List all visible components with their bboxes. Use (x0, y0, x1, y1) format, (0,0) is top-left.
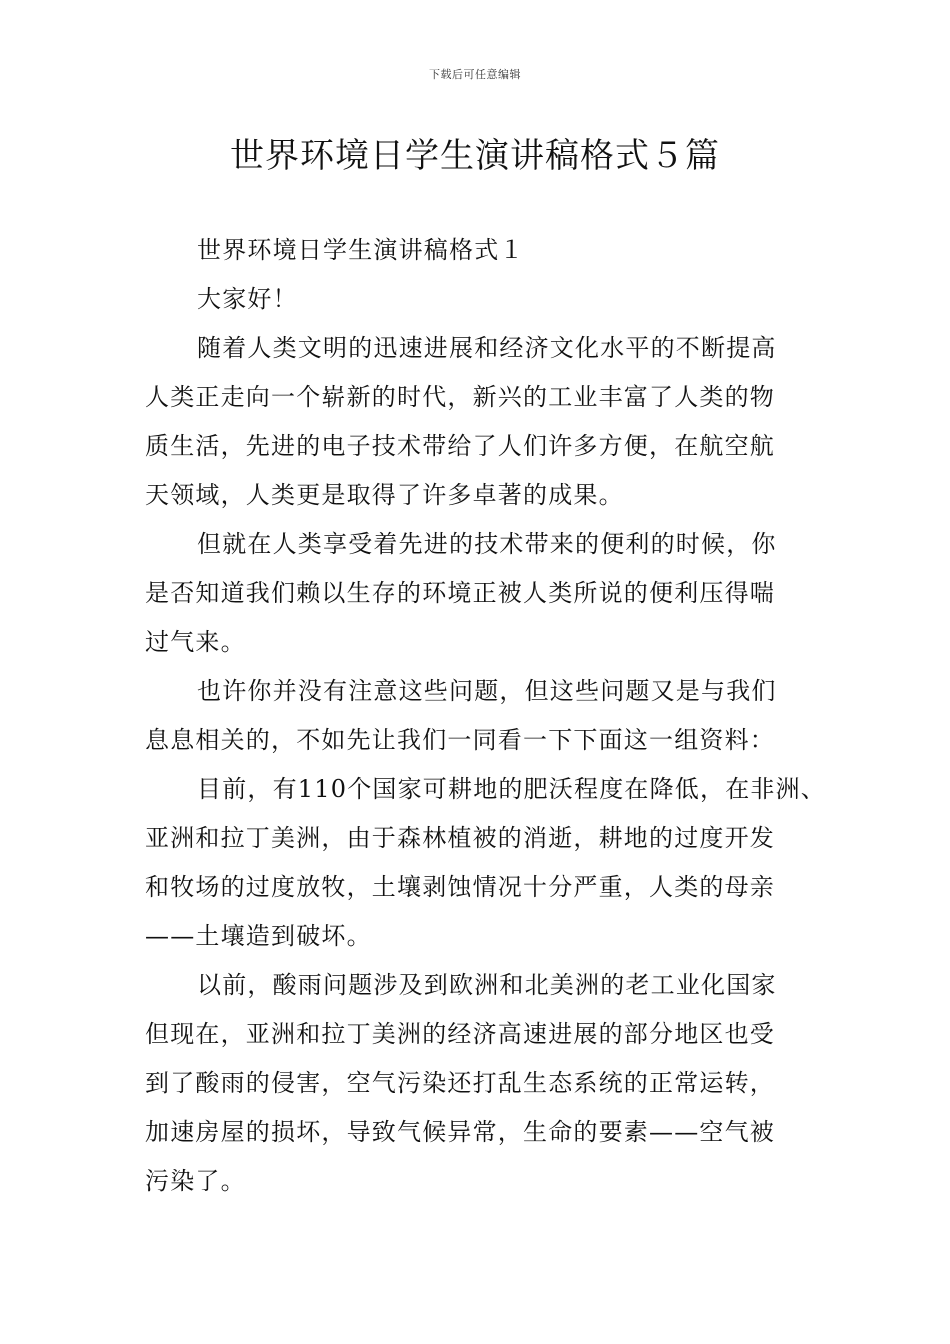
paragraph-line: 随着人类文明的迅速进展和经济文化水平的不断提高 (197, 334, 777, 362)
paragraph-line: 以前，酸雨问题涉及到欧洲和北美洲的老工业化国家 (197, 971, 777, 999)
paragraph-1 (145, 324, 810, 520)
paragraph-line: 加速房屋的损坏，导致气候异常，生命的要素——空气被 (145, 1118, 775, 1146)
paragraph-2 (145, 520, 810, 667)
paragraph-line: 天领域，人类更是取得了许多卓著的成果。 (145, 481, 624, 509)
paragraph-line: 但就在人类享受着先进的技术带来的便利的时候，你 (197, 530, 777, 558)
paragraph-line: 目前，有110个国家可耕地的肥沃程度在降低，在非洲、 (197, 775, 827, 803)
paragraph-line: ——土壤造到破坏。 (145, 922, 372, 950)
paragraph-line: 亚洲和拉丁美洲，由于森林植被的消逝，耕地的过度开发 (145, 824, 775, 852)
paragraph-4 (145, 765, 827, 961)
paragraph-line: 但现在，亚洲和拉丁美洲的经济高速进展的部分地区也受 (145, 1020, 775, 1048)
paragraph-line: 过气来。 (145, 628, 246, 656)
paragraph-line: 到了酸雨的侵害，空气污染还打乱生态系统的正常运转， (145, 1069, 775, 1097)
paragraph-line: 质生活，先进的电子技术带给了人们许多方便，在航空航 (145, 432, 775, 460)
header-note: 下载后可任意编辑 (429, 68, 521, 81)
paragraph-line: 和牧场的过度放牧，土壤剥蚀情况十分严重，人类的母亲 (145, 873, 775, 901)
greeting: 大家好！ (197, 285, 298, 313)
document-body (145, 226, 827, 1206)
paragraph-line: 也许你并没有注意这些问题，但这些问题又是与我们 (197, 677, 777, 705)
paragraph-line: 人类正走向一个崭新的时代，新兴的工业丰富了人类的物 (145, 383, 775, 411)
paragraph-5 (145, 961, 810, 1206)
paragraph-line: 污染了。 (145, 1167, 246, 1195)
document-title: 世界环境日学生演讲稿格式５篇 (230, 136, 720, 176)
paragraph-3 (145, 667, 810, 765)
paragraph-line: 息息相关的，不如先让我们一同看一下下面这一组资料： (145, 726, 775, 754)
section-heading: 世界环境日学生演讲稿格式１ (197, 236, 525, 264)
paragraph-line: 是否知道我们赖以生存的环境正被人类所说的便利压得喘 (145, 579, 775, 607)
